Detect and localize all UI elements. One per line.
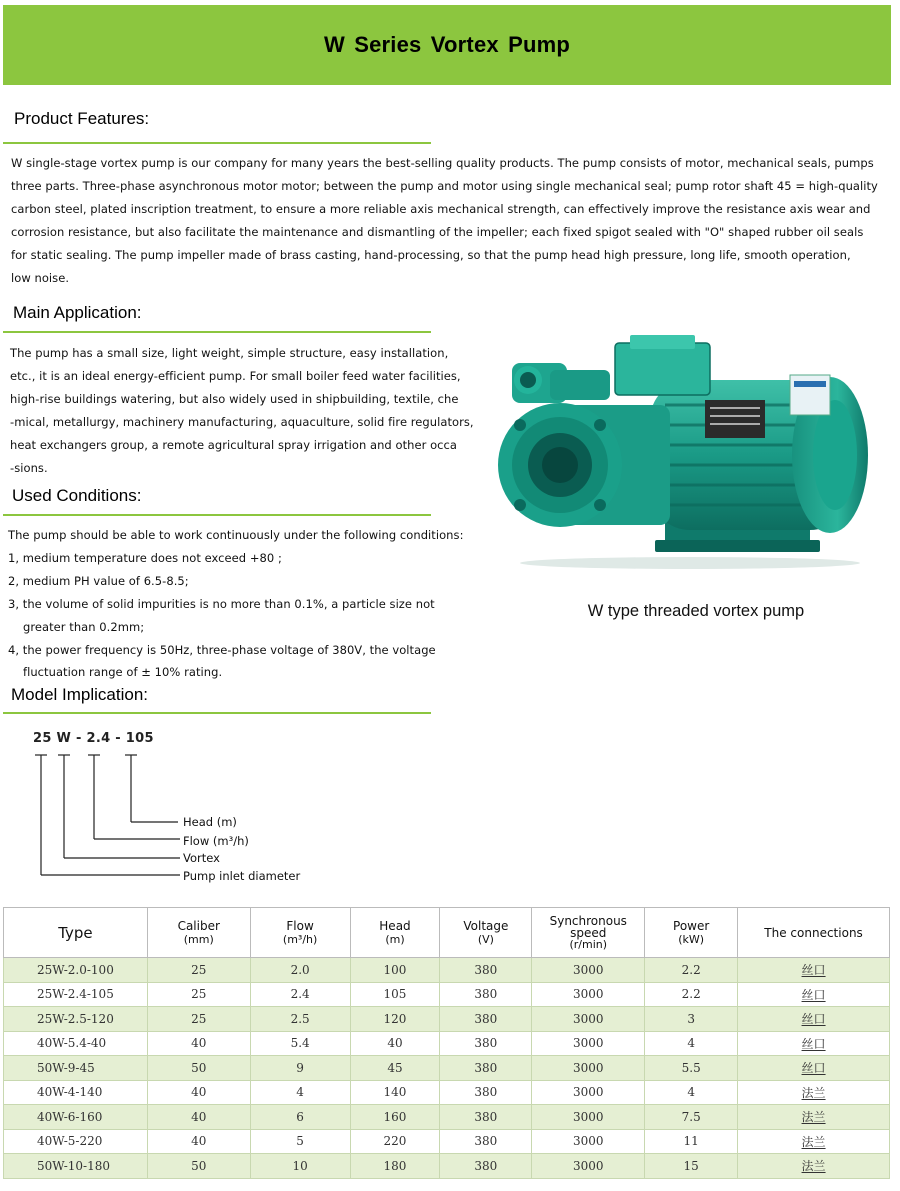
table-cell: 5.5 bbox=[645, 1056, 738, 1081]
table-cell: 220 bbox=[350, 1129, 440, 1154]
table-row bbox=[4, 982, 890, 1007]
vortex-pump-photo-icon bbox=[490, 335, 875, 570]
model-label-flow: Flow (m³/h) bbox=[183, 834, 249, 848]
table-cell: 3000 bbox=[532, 1129, 645, 1154]
condition-item: greater than 0.2mm; bbox=[23, 619, 145, 634]
features-rule bbox=[3, 142, 431, 144]
pump-caption: W type threaded vortex pump bbox=[587, 602, 805, 620]
table-cell: 40W-5-220 bbox=[4, 1129, 148, 1154]
table-cell: 160 bbox=[350, 1105, 440, 1130]
condition-item: 3, the volume of solid impurities is no more than 0.1%, a particle size not bbox=[8, 596, 435, 611]
table-row bbox=[4, 958, 890, 983]
table-cell: 140 bbox=[350, 1080, 440, 1105]
table-cell: 6 bbox=[250, 1105, 350, 1130]
table-cell: 40 bbox=[147, 1080, 250, 1105]
table-cell: 3000 bbox=[532, 1007, 645, 1032]
table-cell: 180 bbox=[350, 1154, 440, 1179]
model-label-inlet: Pump inlet diameter bbox=[183, 869, 301, 883]
table-cell: 380 bbox=[440, 1129, 532, 1154]
header-connections: The connections bbox=[738, 908, 890, 958]
table-cell: 法兰 bbox=[738, 1080, 890, 1105]
table-cell: 5.4 bbox=[250, 1031, 350, 1056]
table-row bbox=[4, 1031, 890, 1056]
table-cell: 380 bbox=[440, 1080, 532, 1105]
text-line: W single-stage vortex pump is our company for many years the best-selling quality products. The pump consists of motor, mechanical seals, pumps bbox=[11, 156, 874, 170]
table-cell: 5 bbox=[250, 1129, 350, 1154]
header-type: Type bbox=[4, 908, 148, 958]
table-cell: 3000 bbox=[532, 982, 645, 1007]
table-cell: 3000 bbox=[532, 1056, 645, 1081]
table-cell: 丝口 bbox=[738, 1056, 890, 1081]
model-rule bbox=[3, 712, 431, 714]
table-cell: 40 bbox=[147, 1031, 250, 1056]
text-line: The pump has a small size, light weight, simple structure, easy installation, bbox=[10, 346, 449, 360]
table-header-row bbox=[4, 908, 890, 958]
table-cell: 4 bbox=[250, 1080, 350, 1105]
table-cell: 40W-6-160 bbox=[4, 1105, 148, 1130]
table-cell: 7.5 bbox=[645, 1105, 738, 1130]
conditions-intro: The pump should be able to work continuously under the following conditions: bbox=[8, 528, 464, 542]
table-cell: 4 bbox=[645, 1031, 738, 1056]
table-cell: 15 bbox=[645, 1154, 738, 1179]
table-cell: 10 bbox=[250, 1154, 350, 1179]
table-row bbox=[4, 1080, 890, 1105]
condition-item: 1, medium temperature does not exceed +80 ; bbox=[8, 550, 282, 565]
table-row bbox=[4, 1056, 890, 1081]
features-text bbox=[11, 152, 896, 289]
text-line: -sions. bbox=[10, 460, 48, 475]
header-voltage: Voltage (V) bbox=[440, 908, 532, 958]
table-cell: 3000 bbox=[532, 1105, 645, 1130]
table-cell: 380 bbox=[440, 1007, 532, 1032]
table-cell: 100 bbox=[350, 958, 440, 983]
table-cell: 丝口 bbox=[738, 1007, 890, 1032]
table-cell: 法兰 bbox=[738, 1154, 890, 1179]
text-line: high-rise buildings watering, but also widely used in shipbuilding, textile, che bbox=[10, 391, 459, 406]
table-cell: 25W-2.4-105 bbox=[4, 982, 148, 1007]
text-line: -mical, metallurgy, machinery manufacturing, aquaculture, solid fire regulators, bbox=[10, 414, 474, 429]
table-row bbox=[4, 1105, 890, 1130]
header-speed: Synchronous speed (r/min) bbox=[532, 908, 645, 958]
text-line: carbon steel, plated inscription treatment, to ensure a more reliable axis mechanical strength, can effectively improve the resistance axis wear and bbox=[11, 201, 871, 216]
table-cell: 3000 bbox=[532, 1080, 645, 1105]
text-line: low noise. bbox=[11, 270, 70, 285]
page-title: W Series Vortex Pump bbox=[323, 32, 571, 57]
table-cell: 2.0 bbox=[250, 958, 350, 983]
model-code: 25 W - 2.4 - 105 bbox=[33, 731, 154, 746]
table-cell: 2.4 bbox=[250, 982, 350, 1007]
table-cell: 105 bbox=[350, 982, 440, 1007]
table-cell: 380 bbox=[440, 1031, 532, 1056]
header-power: Power (kW) bbox=[645, 908, 738, 958]
title-banner bbox=[3, 5, 891, 85]
text-line: for static sealing. The pump impeller made of brass casting, hand-processing, so that the pump head high pressure, long life, smooth operation, bbox=[11, 247, 851, 262]
table-cell: 2.2 bbox=[645, 982, 738, 1007]
features-heading: Product Features: bbox=[14, 109, 150, 128]
table-cell: 50 bbox=[147, 1056, 250, 1081]
application-heading: Main Application: bbox=[13, 303, 142, 322]
table-cell: 40 bbox=[147, 1129, 250, 1154]
header-caliber: Caliber (mm) bbox=[147, 908, 250, 958]
condition-item: fluctuation range of ± 10% rating. bbox=[23, 665, 223, 680]
table-cell: 丝口 bbox=[738, 982, 890, 1007]
table-cell: 45 bbox=[350, 1056, 440, 1081]
table-cell: 40 bbox=[350, 1031, 440, 1056]
table-cell: 380 bbox=[440, 982, 532, 1007]
table-cell: 4 bbox=[645, 1080, 738, 1105]
table-cell: 380 bbox=[440, 958, 532, 983]
table-cell: 9 bbox=[250, 1056, 350, 1081]
table-row bbox=[4, 1129, 890, 1154]
spec-table bbox=[3, 907, 890, 1179]
model-heading: Model Implication: bbox=[11, 685, 149, 704]
table-cell: 法兰 bbox=[738, 1129, 890, 1154]
conditions-rule bbox=[3, 514, 431, 516]
text-line: etc., it is an ideal energy-efficient pump. For small boiler feed water facilities, bbox=[10, 368, 461, 383]
header-flow: Flow (m³/h) bbox=[250, 908, 350, 958]
pump-illustration bbox=[490, 335, 875, 570]
table-cell: 3 bbox=[645, 1007, 738, 1032]
table-cell: 380 bbox=[440, 1154, 532, 1179]
table-cell: 2.5 bbox=[250, 1007, 350, 1032]
table-cell: 40W-5.4-40 bbox=[4, 1031, 148, 1056]
table-cell: 40 bbox=[147, 1105, 250, 1130]
table-cell: 25W-2.0-100 bbox=[4, 958, 148, 983]
table-cell: 25 bbox=[147, 982, 250, 1007]
table-cell: 2.2 bbox=[645, 958, 738, 983]
table-cell: 50 bbox=[147, 1154, 250, 1179]
table-cell: 50W-10-180 bbox=[4, 1154, 148, 1179]
conditions-text bbox=[8, 524, 478, 684]
header-head: Head (m) bbox=[350, 908, 440, 958]
table-cell: 50W-9-45 bbox=[4, 1056, 148, 1081]
table-cell: 3000 bbox=[532, 958, 645, 983]
table-cell: 25 bbox=[147, 958, 250, 983]
model-diagram bbox=[30, 752, 330, 887]
table-cell: 11 bbox=[645, 1129, 738, 1154]
model-label-vortex: Vortex bbox=[183, 851, 220, 865]
table-cell: 丝口 bbox=[738, 958, 890, 983]
table-cell: 丝口 bbox=[738, 1031, 890, 1056]
table-cell: 25 bbox=[147, 1007, 250, 1032]
model-label-head: Head (m) bbox=[183, 815, 237, 829]
table-cell: 380 bbox=[440, 1105, 532, 1130]
table-cell: 120 bbox=[350, 1007, 440, 1032]
table-cell: 法兰 bbox=[738, 1105, 890, 1130]
condition-item: 2, medium PH value of 6.5-8.5; bbox=[8, 573, 189, 588]
table-cell: 25W-2.5-120 bbox=[4, 1007, 148, 1032]
text-line: three parts. Three-phase asynchronous motor motor; between the pump and motor using single mechanical seal; pump rotor shaft 45 = high-quality bbox=[11, 178, 878, 193]
table-cell: 40W-4-140 bbox=[4, 1080, 148, 1105]
table-cell: 3000 bbox=[532, 1031, 645, 1056]
text-line: heat exchangers group, a remote agricultural spray irrigation and other occa bbox=[10, 437, 458, 452]
conditions-heading: Used Conditions: bbox=[12, 486, 142, 505]
table-cell: 380 bbox=[440, 1056, 532, 1081]
application-text bbox=[10, 342, 485, 479]
application-rule bbox=[3, 331, 431, 333]
table-row bbox=[4, 1154, 890, 1179]
table-row bbox=[4, 1007, 890, 1032]
text-line: corrosion resistance, but also facilitate the maintenance and dismantling of the impeller; each fixed spigot sealed with "O" shaped rubber oil seals bbox=[11, 224, 864, 239]
table-cell: 3000 bbox=[532, 1154, 645, 1179]
condition-item: 4, the power frequency is 50Hz, three-phase voltage of 380V, the voltage bbox=[8, 642, 436, 657]
